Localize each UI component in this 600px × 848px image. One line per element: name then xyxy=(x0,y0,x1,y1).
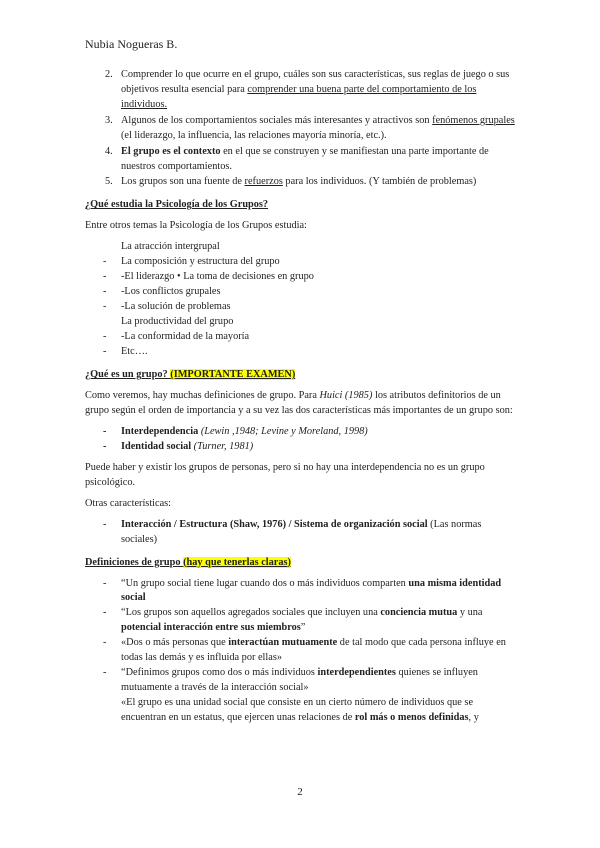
list-item: La atracción intergrupal xyxy=(121,241,220,253)
section-heading-que-es-grupo: ¿Qué es un grupo? (IMPORTANTE EXAMEN) xyxy=(85,369,296,381)
list-item: - “Un grupo social tiene lugar cuando dos o más individuos comparten una misma identidad social xyxy=(103,577,502,604)
item-number: 4. xyxy=(105,145,113,157)
list-item: - -El liderazgo • La toma de decisiones en grupo xyxy=(103,271,314,283)
section-heading-definiciones: Definiciones de grupo (hay que tenerlas claras) xyxy=(85,556,291,568)
item-number: 2. xyxy=(105,69,113,80)
page-content xyxy=(85,68,517,732)
item-bold: El grupo es el contexto xyxy=(121,145,221,157)
topics-list xyxy=(85,240,517,360)
section-intro: Entre otros temas la Psicología de los Grupos estudia: xyxy=(85,220,307,232)
list-item: La productividad del grupo xyxy=(121,316,234,328)
numbered-list xyxy=(85,68,517,190)
author-header: Nubia Nogueras B. xyxy=(85,37,178,51)
item-underlined: comprender una buena parte del comportamiento de los individuos. xyxy=(121,83,477,110)
list-item: - «Dos o más personas que interactúan mutuamente de tal modo que cada persona influye en todas las demás y es influida por ellas» xyxy=(103,637,506,664)
list-item: - -La conformidad de la mayoría xyxy=(103,331,250,343)
item-text: Algunos de los comportamientos sociales más interesantes y atractivos son xyxy=(121,114,433,126)
numbered-item-2 xyxy=(85,68,517,113)
page-number: 2 xyxy=(297,786,303,798)
highlight-important: (IMPORTANTE EXAMEN) xyxy=(170,369,296,381)
list-item: - Interdependencia (Lewin ,1948; Levine y Moreland, 1998) xyxy=(103,425,368,437)
other-characteristics-list xyxy=(85,518,517,548)
item-number: 3. xyxy=(105,114,113,126)
list-item: - Etc…. xyxy=(103,346,148,358)
item-text: Los grupos son una fuente de xyxy=(121,176,245,188)
paragraph-interdependencia: Puede haber y existir los grupos de personas, pero si no hay una interdependencia no es un grupo psicológico. xyxy=(85,461,485,488)
definitions-list xyxy=(85,577,517,726)
item-text-end: (el liderazgo, la influencia, las relaciones mayoría minoría, etc.). xyxy=(121,129,387,141)
item-number: 5. xyxy=(105,176,113,188)
list-item: - “Definimos grupos como dos o más individuos interdependientes quienes se influyen mutuamente a través de la interacción social» «El grupo es una unidad social que consiste en un cierto número de individuos que se encuentran en un estatus, que ejercen unas relaciones de rol más o menos definidas, y xyxy=(103,667,479,723)
item-text-end: en el que se construyen y se manifiestan una parte importante de nuestros comportamientos. xyxy=(121,145,489,172)
paragraph-otras: Otras características: xyxy=(85,497,172,509)
item-underlined: refuerzos xyxy=(244,176,283,188)
list-item: - Identidad social (Turner, 1981) xyxy=(103,440,254,452)
item-text-end: para los individuos. (Y también de problemas) xyxy=(282,176,477,188)
list-item: - Interacción / Estructura (Shaw, 1976) / Sistema de organización social (Las normas sociales) xyxy=(103,518,482,545)
item-text: Comprender lo que ocurre en el grupo, cuáles son sus características, sus reglas de juego o sus objetivos resulta esencial para xyxy=(121,69,510,95)
attributes-list xyxy=(85,425,517,455)
highlight-claras: (hay que tenerlas claras) xyxy=(183,556,291,568)
numbered-item-3 xyxy=(85,114,517,144)
list-item: - -Los conflictos grupales xyxy=(103,286,221,298)
numbered-item-5 xyxy=(85,175,517,190)
paragraph-definiciones: Como veremos, hay muchas definiciones de grupo. Para Huici (1985) los atributos definitorios de un grupo según el orden de importancia y a su vez las dos características más importantes de un grupo son: xyxy=(85,390,513,417)
list-item: - -La solución de problemas xyxy=(103,301,231,313)
numbered-item-4 xyxy=(85,145,517,175)
item-underlined: fenómenos grupales xyxy=(432,114,515,126)
section-heading-estudia: ¿Qué estudia la Psicología de los Grupos? xyxy=(85,199,269,211)
list-item: - “Los grupos son aquellos agregados sociales que incluyen una conciencia mutua y una potencial interacción entre sus miembros” xyxy=(103,607,483,634)
list-item: - La composición y estructura del grupo xyxy=(103,256,280,268)
